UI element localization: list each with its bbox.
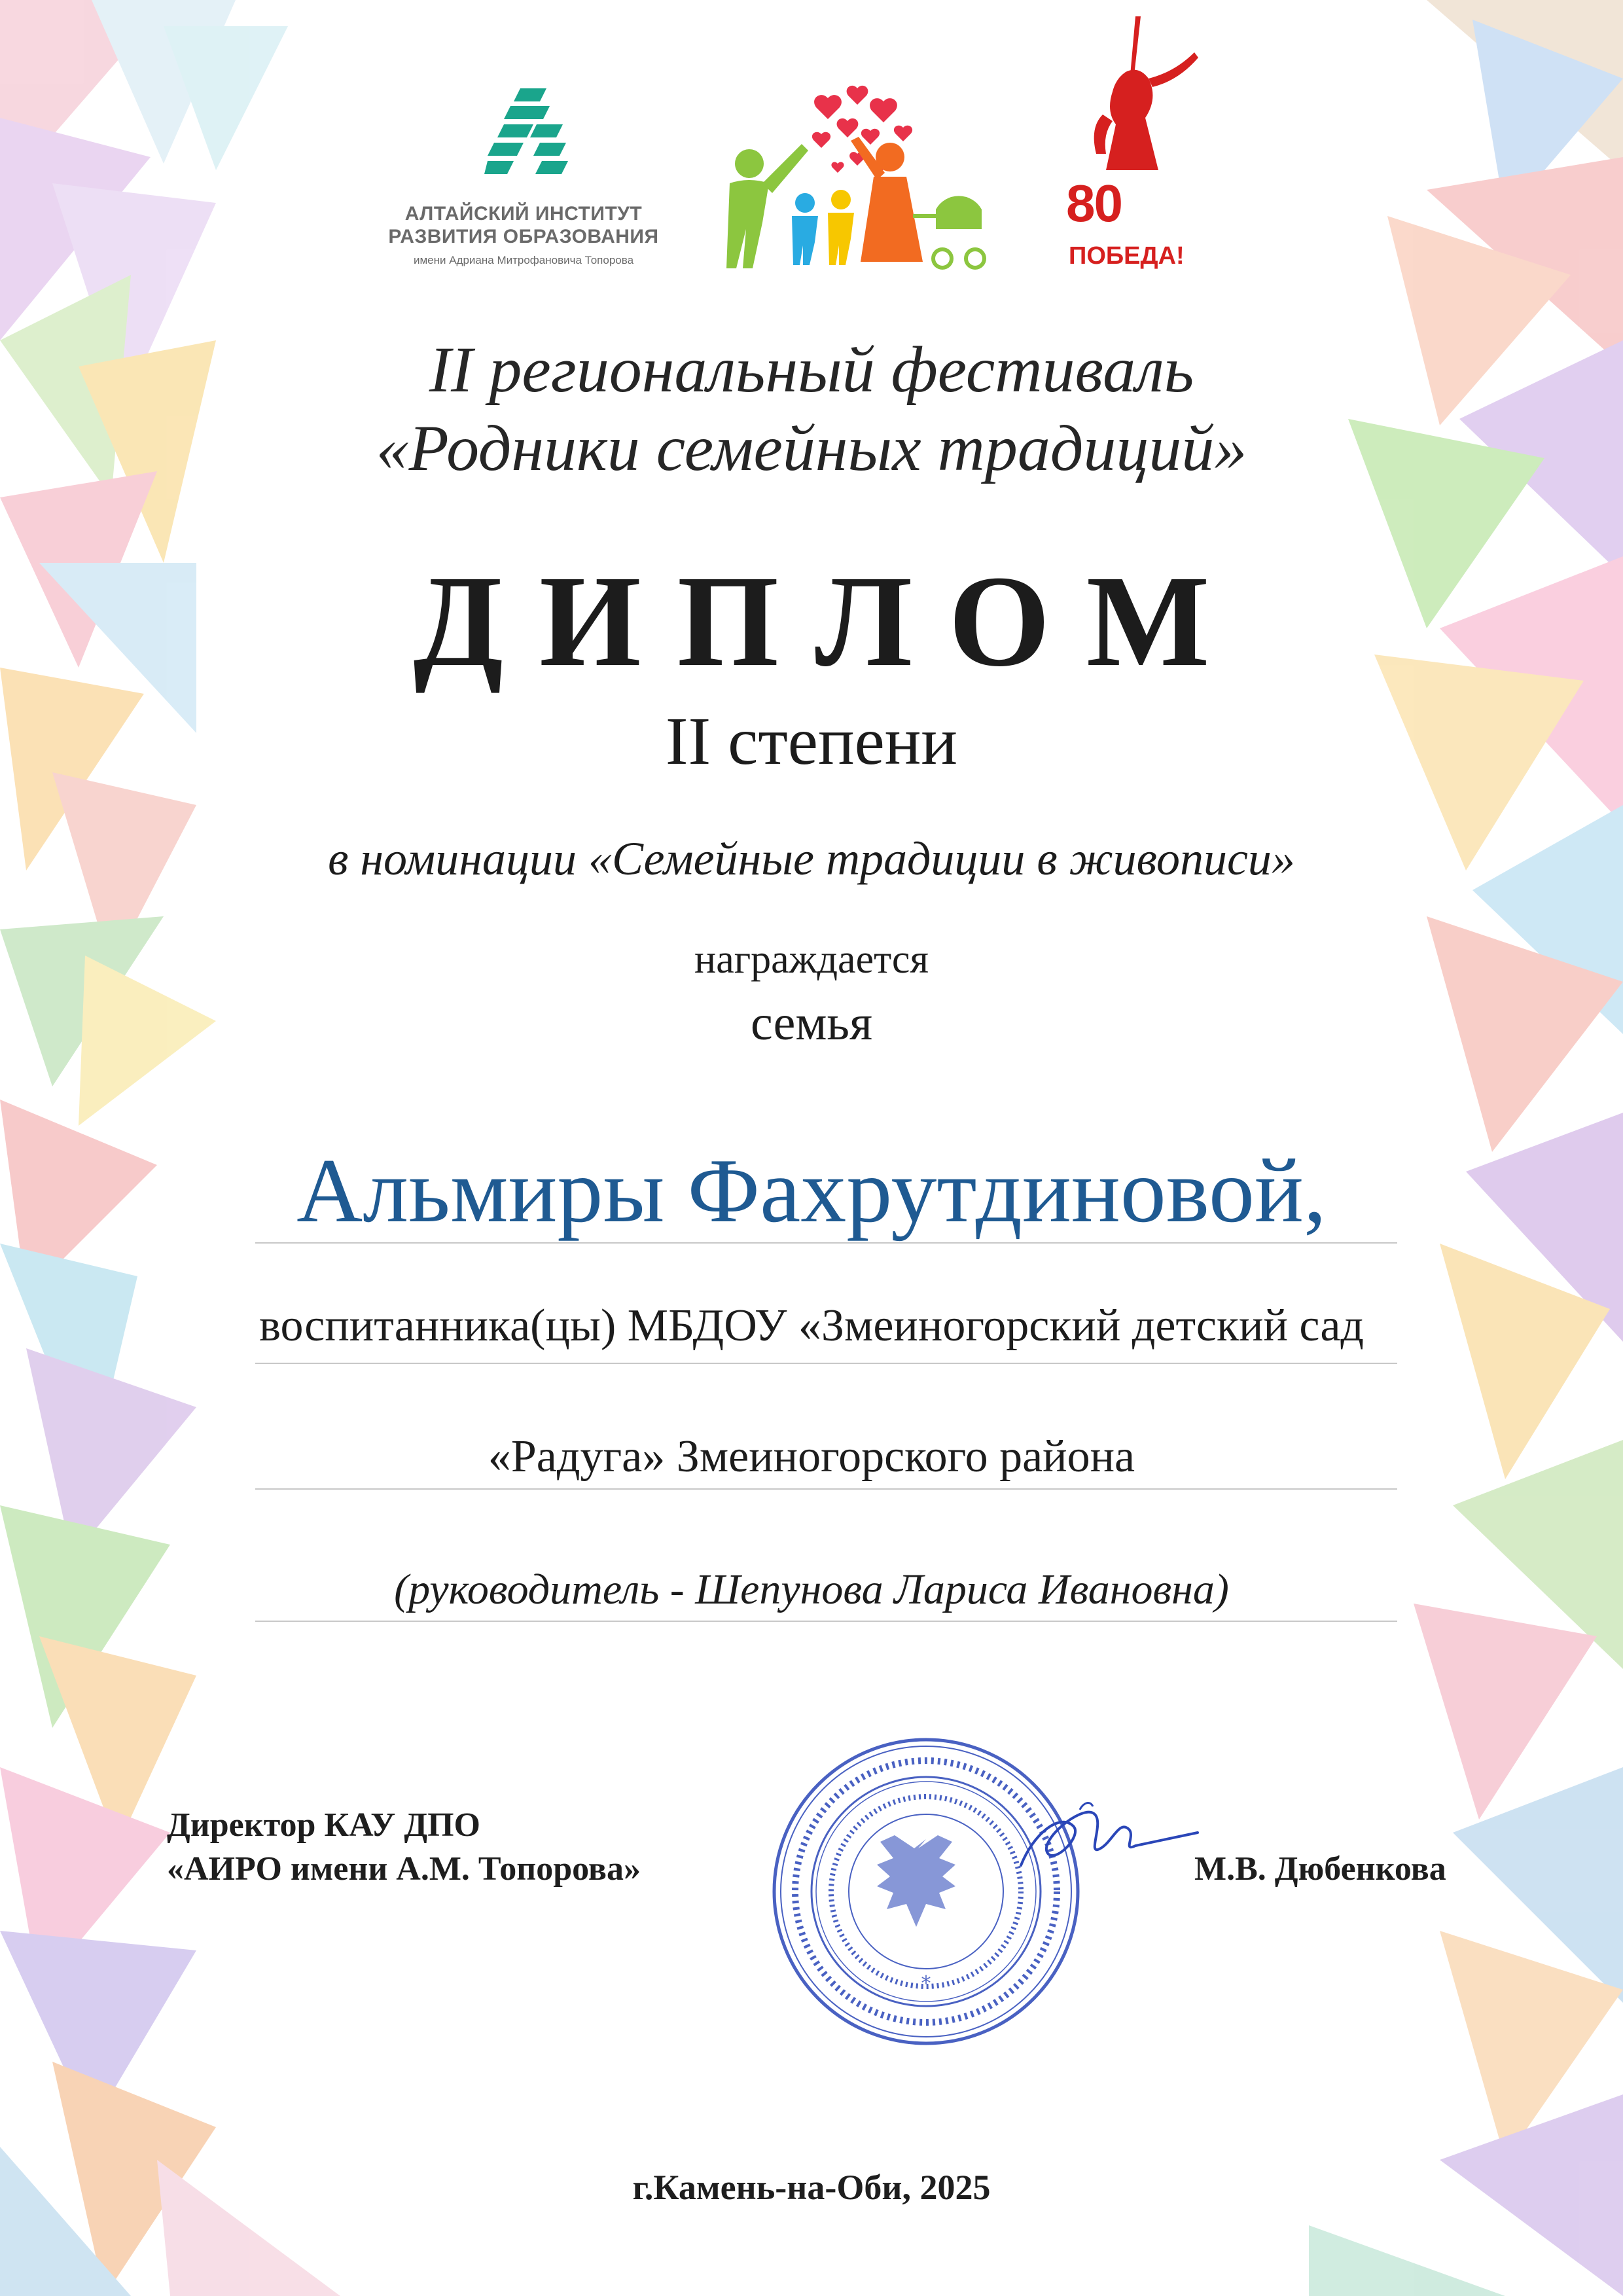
airo-name-line3: имени Адриана Митрофановича Топорова (413, 254, 634, 266)
victory-80-logo (1057, 16, 1201, 275)
airo-name-line2: РАЗВИТИЯ ОБРАЗОВАНИЯ (388, 226, 659, 247)
festival-title-line2: «Родники семейных традиций» (376, 412, 1247, 484)
organization-line1: воспитанника(цы) МБДОУ «Змеиногорский детский сад (259, 1300, 1364, 1351)
organization-line2: «Радуга» Змеиногорского района (488, 1431, 1135, 1482)
awarded-label: награждается (694, 937, 929, 982)
city-and-year: г.Камень-на-Оби, 2025 (632, 2168, 991, 2207)
underline-rule (255, 1621, 1397, 1622)
director-title-line2: «АИРО имени А.М. Топорова» (167, 1850, 641, 1888)
family-festival-logo (717, 85, 991, 275)
victory-monument-icon (1057, 16, 1201, 187)
director-signature (1008, 1793, 1204, 1885)
family-hearts-icon (717, 85, 991, 275)
diploma-degree: II степени (665, 704, 958, 779)
airo-logo (386, 85, 661, 275)
underline-rule (255, 1488, 1397, 1490)
victory-number: 80 (1066, 174, 1122, 232)
victory-word: ПОБЕДА! (1069, 242, 1185, 270)
underline-rule (255, 1242, 1397, 1244)
official-seal-stamp (769, 1734, 1083, 2049)
underline-rule (255, 1363, 1397, 1364)
festival-title-line1: II региональный фестиваль (429, 333, 1194, 406)
diploma-title: ДИПЛОМ (413, 549, 1246, 694)
director-title-line1: Директор КАУ ДПО (167, 1806, 480, 1844)
airo-name-line1: АЛТАЙСКИЙ ИНСТИТУТ (404, 203, 643, 224)
supervisor-text: (руководитель - Шепунова Лариса Ивановна) (394, 1566, 1229, 1613)
airo-building-icon (484, 85, 569, 196)
director-name: М.В. Дюбенкова (1194, 1850, 1446, 1888)
recipient-type: семья (750, 996, 873, 1050)
nomination-text: в номинации «Семейные традиции в живописи» (328, 833, 1295, 885)
svg-text:*: * (921, 1972, 931, 1995)
recipient-name: Альмиры Фахрутдиновой, (296, 1140, 1327, 1242)
